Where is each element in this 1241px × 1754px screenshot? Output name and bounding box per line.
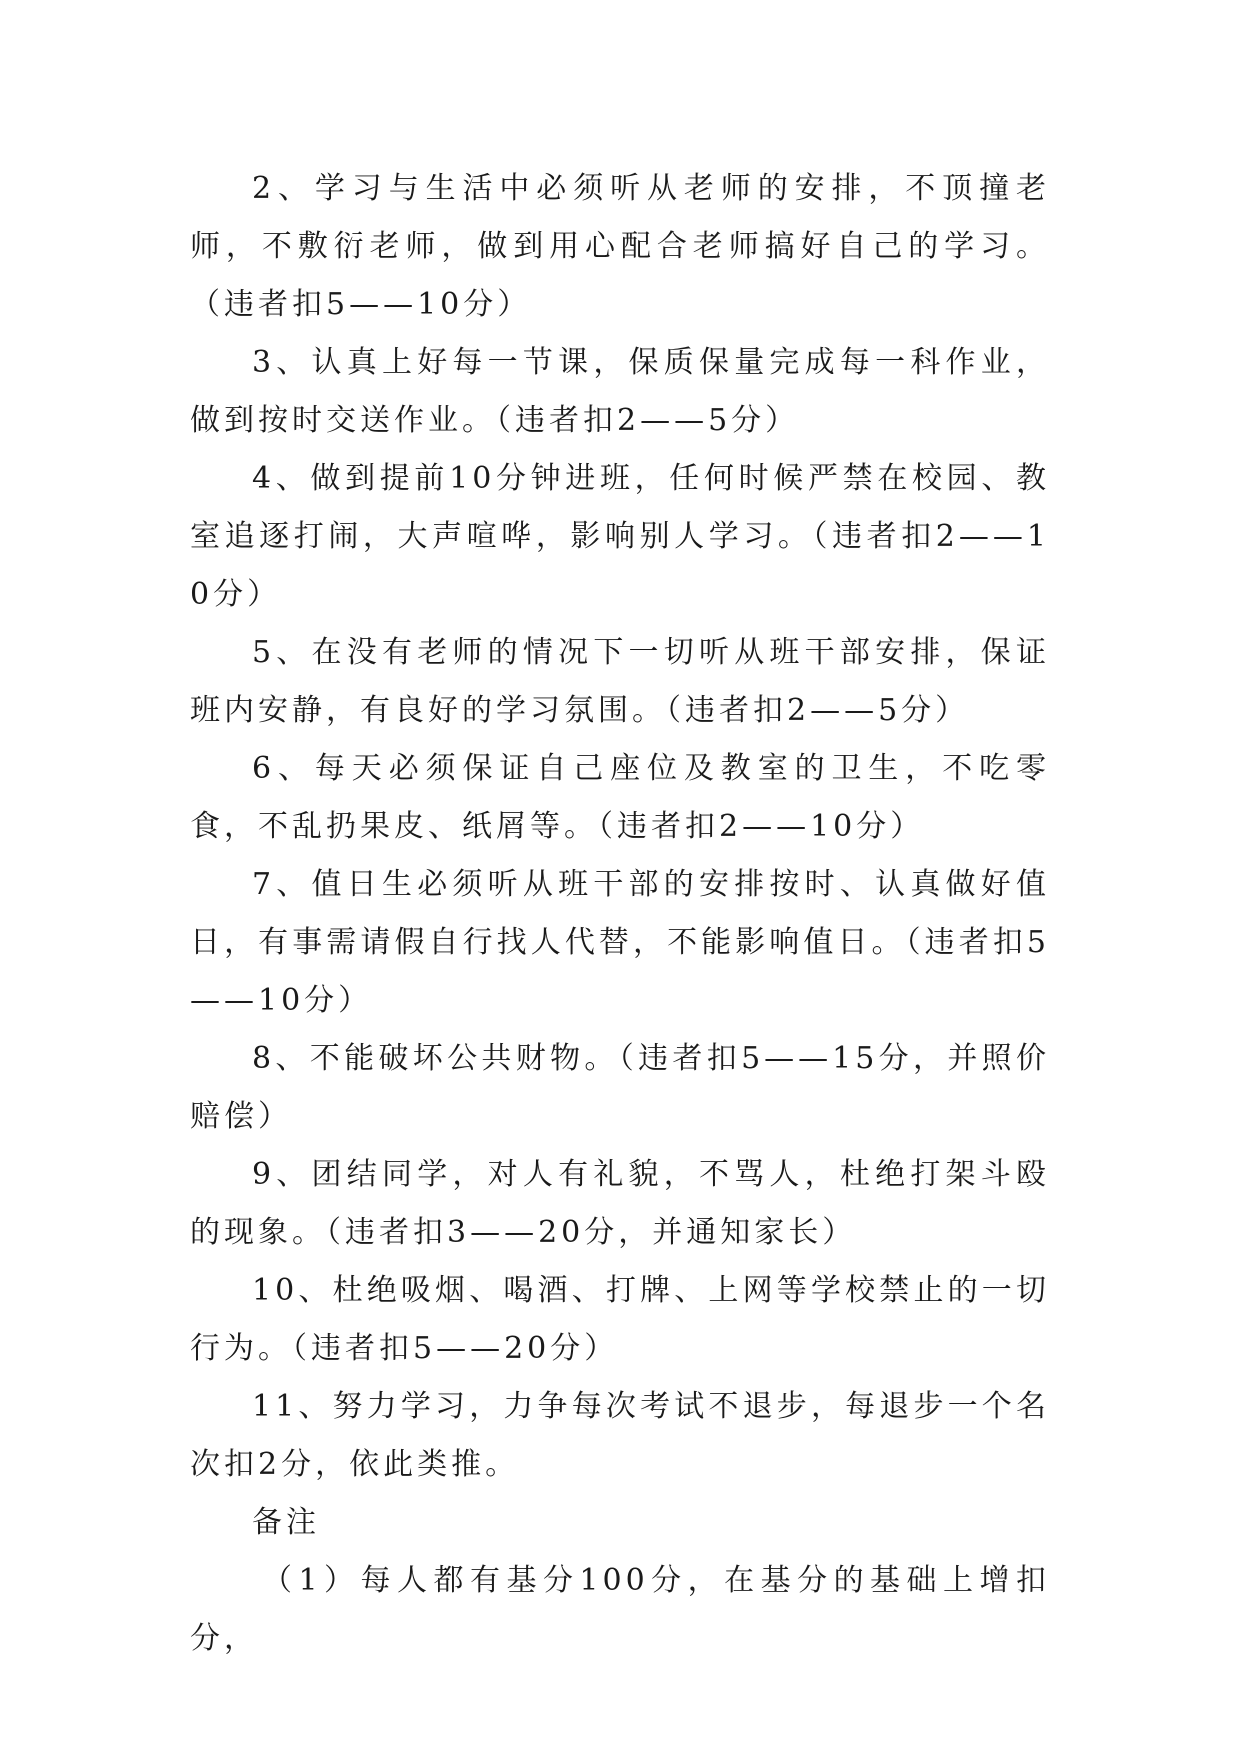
notes-heading: 备注 xyxy=(252,1505,320,1540)
rule-item: 11、努力学习，力争每次考试不退步，每退步一个名次扣2分，依此类推。 xyxy=(190,1389,1050,1482)
rule-item: 8、不能破坏公共财物。（违者扣5——15分，并照价赔偿） xyxy=(190,1041,1050,1134)
rule-item: 4、做到提前10分钟进班，任何时候严禁在校园、教室追逐打闹，大声喧哗，影响别人学习。（违者扣2——10分） xyxy=(190,461,1050,612)
rule-item: 7、值日生必须听从班干部的安排按时、认真做好值日，有事需请假自行找人代替，不能影响值日。（违者扣5——10分） xyxy=(190,867,1050,1018)
rule-item: 10、杜绝吸烟、喝酒、打牌、上网等学校禁止的一切行为。（违者扣5——20分） xyxy=(190,1273,1050,1366)
document-body xyxy=(190,160,1050,1668)
note-item: （1）每人都有基分100分，在基分的基础上增扣分， xyxy=(190,1563,1050,1656)
rule-item: 9、团结同学，对人有礼貌，不骂人，杜绝打架斗殴的现象。（违者扣3——20分，并通知家长） xyxy=(190,1157,1050,1250)
rule-item: 6、每天必须保证自己座位及教室的卫生，不吃零食，不乱扔果皮、纸屑等。（违者扣2——10分） xyxy=(190,751,1050,844)
rule-item: 2、学习与生活中必须听从老师的安排，不顶撞老师，不敷衍老师，做到用心配合老师搞好自己的学习。（违者扣5——10分） xyxy=(190,171,1050,322)
rule-item: 5、在没有老师的情况下一切听从班干部安排，保证班内安静，有良好的学习氛围。（违者扣2——5分） xyxy=(190,635,1050,728)
rule-item: 3、认真上好每一节课，保质保量完成每一科作业，做到按时交送作业。（违者扣2——5分） xyxy=(190,345,1050,438)
